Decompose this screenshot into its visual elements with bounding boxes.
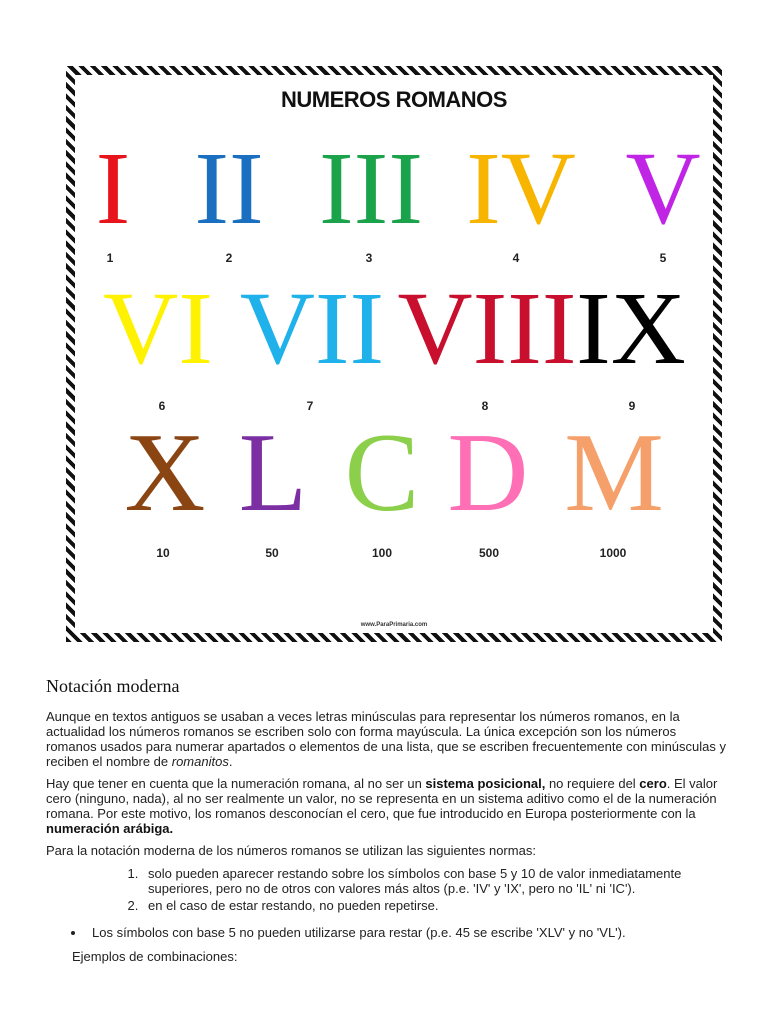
arabic-100: 100 [371, 546, 393, 560]
list-item: • Los símbolos con base 5 no pueden utilizarse para restar (p.e. 45 se escribe 'XLV' y no 'VL'). [86, 925, 726, 940]
arabic-50: 50 [265, 546, 279, 560]
link-cero[interactable]: cero [639, 776, 667, 791]
arabic-9: 9 [628, 399, 636, 413]
arabic-4: 4 [512, 251, 520, 265]
arabic-5: 5 [659, 251, 667, 265]
romanitos-term: romanitos [171, 754, 229, 769]
numeral-L: L [238, 411, 308, 535]
paragraph-rules-intro: Para la notación moderna de los números romanos se utilizan las siguientes normas: [46, 843, 536, 858]
paragraph-text: no requiere del [545, 776, 640, 791]
paragraph-text: Aunque en textos antiguos se usaban a veces letras minúsculas para representar los números romanos, en la actualidad los números romanos se escriben solo con forma mayúscula. La única excepción son los números romanos usados para numerar apartados o elementos de una lista, que se escriben frecuentemente con minúsculas y reciben el nombre de [46, 709, 726, 769]
arabic-2: 2 [225, 251, 233, 265]
numeral-VI: VI [103, 271, 213, 386]
section-heading: Notación moderna [46, 676, 180, 696]
numeral-IX: IX [576, 271, 686, 386]
arabic-500: 500 [478, 546, 500, 560]
roman-numerals-poster [66, 66, 722, 642]
rules-list [46, 866, 726, 913]
numeral-M: M [564, 411, 664, 535]
numeral-III: III [319, 131, 423, 246]
numeral-VII: VII [239, 271, 385, 386]
paragraph-text: Hay que tener en cuenta que la numeración romana, al no ser un [46, 776, 426, 791]
bullet-list [46, 925, 726, 940]
numeral-X: X [124, 411, 206, 535]
examples-label: Ejemplos de combinaciones: [72, 949, 238, 964]
link-numeracion-arabiga[interactable]: numeración arábiga. [46, 821, 174, 836]
link-sistema-posicional[interactable]: sistema posicional, [425, 776, 546, 791]
arabic-7: 7 [306, 399, 314, 413]
arabic-8: 8 [481, 399, 489, 413]
paragraph-zero [46, 776, 726, 836]
paragraph-lowercase [46, 709, 726, 769]
paragraph-text: . El valor cero (ninguno, nada), al no ser realmente un valor, no se representa en un sistema aditivo como el de la numeración romana. Por este motivo, los romanos desconocían el cero, que fue introducido en Europa posteriormente con la [46, 776, 718, 821]
numeral-II: II [194, 131, 264, 246]
arabic-6: 6 [158, 399, 166, 413]
numeral-IV: IV [466, 131, 576, 246]
arabic-3: 3 [365, 251, 373, 265]
article-body [46, 676, 726, 964]
numeral-D: D [447, 411, 529, 535]
poster-title: NUMEROS ROMANOS [281, 87, 507, 112]
numeral-I: I [95, 131, 131, 246]
list-item: 1. solo pueden aparecer restando sobre los símbolos con base 5 y 10 de valor inmediatamente superiores, pero no de otros con valores más altos (p.e. 'IV' y 'IX', pero no 'IL' ni 'IC'). [142, 866, 726, 896]
paragraph-text: . [228, 754, 233, 769]
numeral-V: V [625, 131, 701, 246]
arabic-1: 1 [106, 251, 114, 265]
arabic-1000: 1000 [599, 546, 627, 560]
numeral-C: C [344, 411, 420, 535]
list-item: 2. en el caso de estar restando, no pueden repetirse. [142, 898, 726, 913]
arabic-10: 10 [156, 546, 170, 560]
poster-website: www.ParaPrimaria.com [360, 622, 428, 628]
numeral-VIII: VIII [397, 271, 577, 386]
